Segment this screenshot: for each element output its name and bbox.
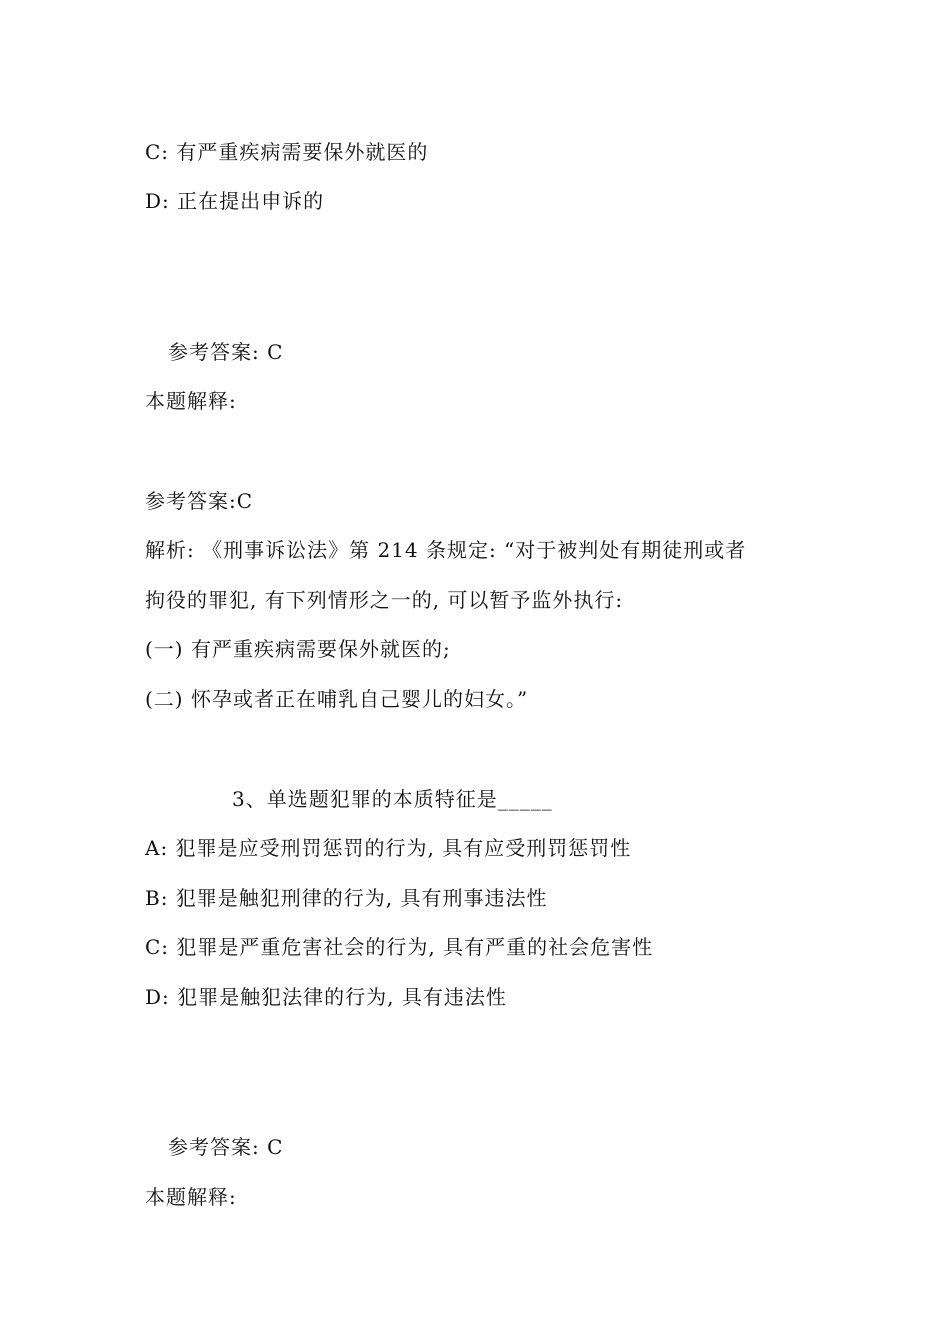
q2-option-c: C: 有严重疾病需要保外就医的: [145, 140, 429, 164]
q2-analysis-line-3: (一) 有严重疾病需要保外就医的;: [145, 637, 451, 661]
q3-option-c: C: 犯罪是严重危害社会的行为, 具有严重的社会危害性: [145, 935, 654, 959]
q2-analysis-line-2: 拘役的罪犯, 有下列情形之一的, 可以暂予监外执行:: [145, 588, 624, 612]
q2-explanation-label: 本题解释:: [145, 389, 237, 413]
q3-option-a: A: 犯罪是应受刑罚惩罚的行为, 具有应受刑罚惩罚性: [145, 836, 632, 860]
q2-analysis-line-4: (二) 怀孕或者正在哺乳自己婴儿的妇女。”: [145, 687, 529, 711]
q2-option-d: D: 正在提出申诉的: [145, 189, 325, 213]
q2-analysis-line-1: 解析: 《刑事诉讼法》第 214 条规定: “对于被判处有期徒刑或者: [145, 538, 747, 562]
q2-reference-answer-2: 参考答案:C: [145, 489, 254, 513]
q3-title: 3、单选题犯罪的本质特征是_____: [232, 787, 553, 811]
q3-explanation-label: 本题解释:: [145, 1185, 237, 1209]
q3-reference-answer: 参考答案: C: [168, 1135, 284, 1159]
q3-option-b: B: 犯罪是触犯刑律的行为, 具有刑事违法性: [145, 886, 548, 910]
q3-option-d: D: 犯罪是触犯法律的行为, 具有违法性: [145, 985, 507, 1009]
q2-reference-answer: 参考答案: C: [168, 340, 284, 364]
